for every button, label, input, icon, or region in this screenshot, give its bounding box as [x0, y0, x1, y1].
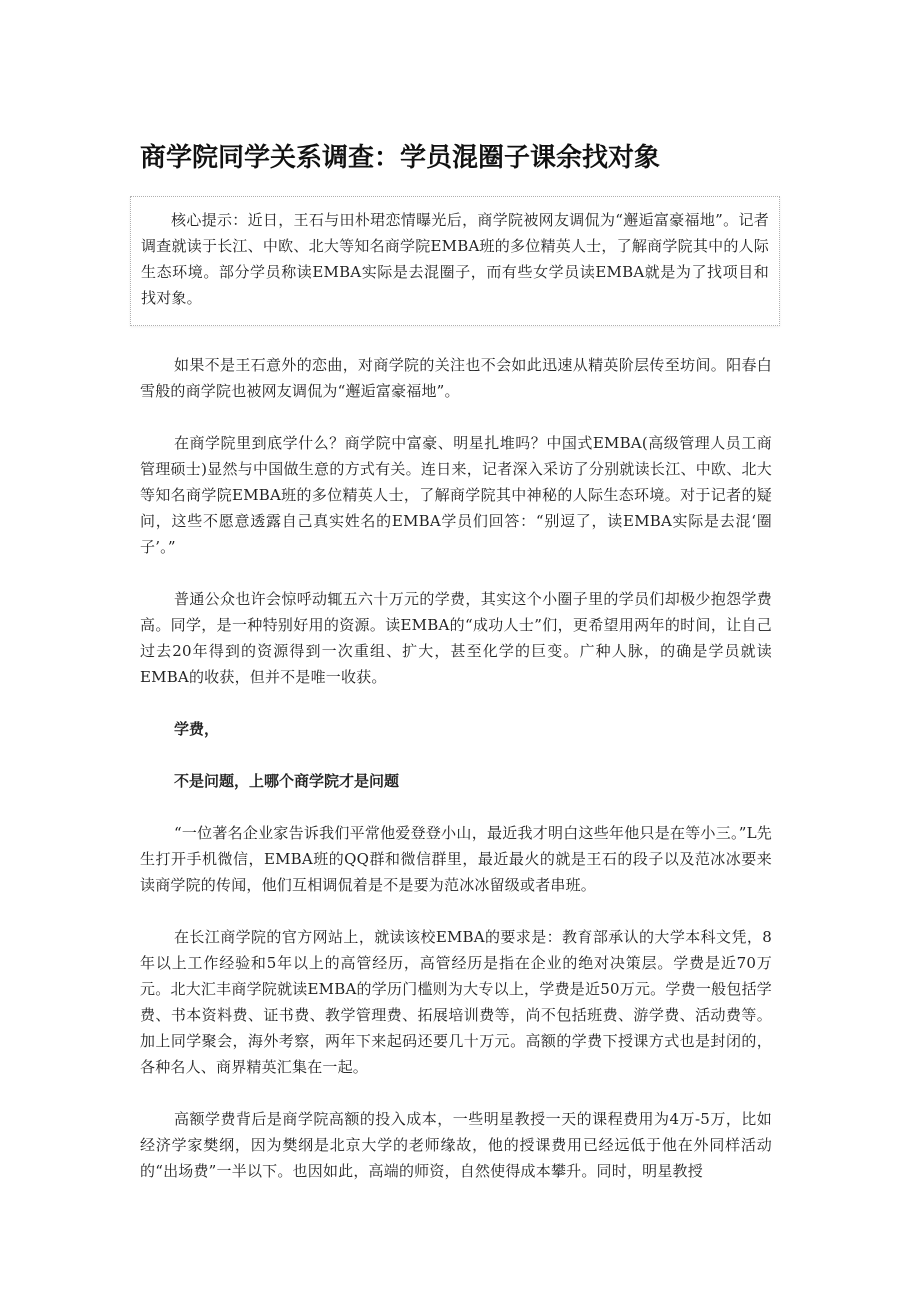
article-body: [140, 352, 772, 1210]
paragraph-5: 在长江商学院的官方网站上，就读该校EMBA的要求是：教育部承认的大学本科文凭，8年以上工作经验和5年以上的高管经历，高管经历是指在企业的绝对决策层。学费是近70万元。北大汇丰商学院就读EMBA的学历门槛则为大专以上，学费是近50万元。学费一般包括学费、书本资料费、证书费、教学管理费、拓展培训费等，尚不包括班费、游学费、活动费等。加上同学聚会，海外考察，两年下来起码还要几十万元。高额的学费下授课方式也是封闭的，各种名人、商界精英汇集在一起。: [140, 928, 772, 1076]
paragraph-4: “一位著名企业家告诉我们平常他爱登登小山，最近我才明白这些年他只是在等小三。”L先生打开手机微信，EMBA班的QQ群和微信群里，最近最火的就是王石的段子以及范冰冰要来读商学院的传闻，他们互相调侃着是不是要为范冰冰留级或者串班。: [140, 824, 772, 894]
paragraph-3: 普通公众也许会惊呼动辄五六十万元的学费，其实这个小圈子里的学员们却极少抱怨学费高。同学，是一种特别好用的资源。读EMBA的“成功人士”们，更希望用两年的时间，让自己过去20年得到的资源得到一次重组、扩大，甚至化学的巨变。广种人脉，的确是学员就读EMBA的收获，但并不是唯一收获。: [140, 590, 772, 686]
article-title: 商学院同学关系调查：学员混圈子课余找对象: [140, 143, 661, 173]
subhead-tuition: 学费，: [174, 720, 220, 738]
paragraph-2: 在商学院里到底学什么？商学院中富豪、明星扎堆吗？中国式EMBA(高级管理人员工商管理硕士)显然与中国做生意的方式有关。连日来，记者深入采访了分别就读长江、中欧、北大等知名商学院EMBA班的多位精英人士，了解商学院其中神秘的人际生态环境。对于记者的疑问，这些不愿意透露自己真实姓名的EMBA学员们回答：“别逗了，读EMBA实际是去混‘圈子’。”: [140, 434, 772, 556]
paragraph-6: 高额学费背后是商学院高额的投入成本，一些明星教授一天的课程费用为4万-5万，比如经济学家樊纲，因为樊纲是北京大学的老师缘故，他的授课费用已经远低于他在外同样活动的“出场费”一半以下。也因如此，高端的师资，自然使得成本攀升。同时，明星教授: [140, 1110, 772, 1180]
subhead-not-a-problem: 不是问题，上哪个商学院才是问题: [174, 772, 400, 790]
summary-box: [130, 196, 780, 326]
summary-text: 核心提示：近日，王石与田朴珺恋情曝光后，商学院被网友调侃为“邂逅富豪福地”。记者调查就读于长江、中欧、北大等知名商学院EMBA班的多位精英人士，了解商学院其中的人际生态环境。部分学员称读EMBA实际是去混圈子，而有些女学员读EMBA就是为了找项目和找对象。: [141, 211, 769, 307]
paragraph-1: 如果不是王石意外的恋曲，对商学院的关注也不会如此迅速从精英阶层传至坊间。阳春白雪般的商学院也被网友调侃为“邂逅富豪福地”。: [140, 356, 772, 400]
